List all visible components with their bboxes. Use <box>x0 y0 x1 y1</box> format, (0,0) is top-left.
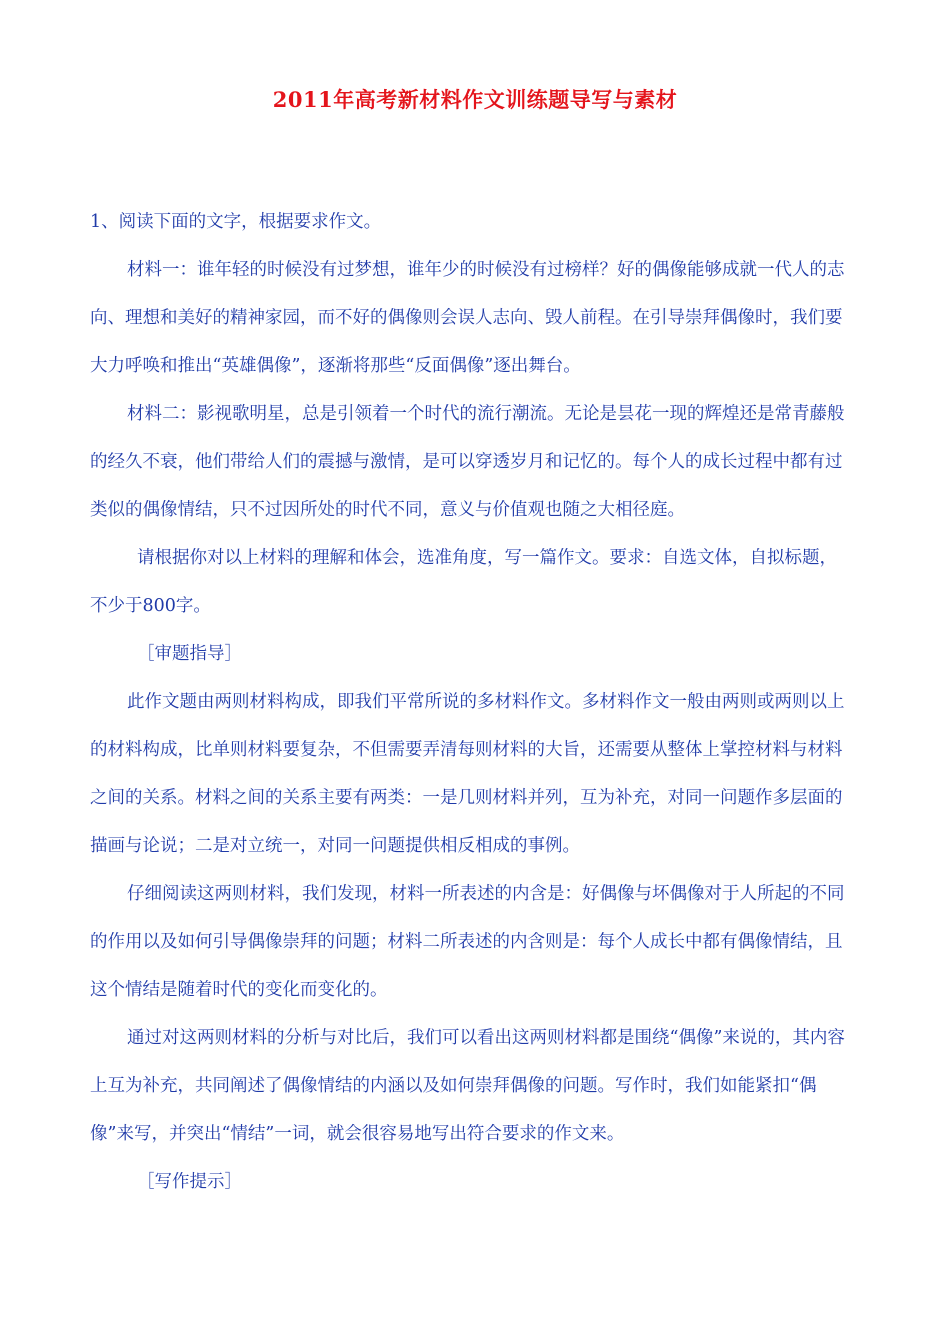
material-one-paragraph: 材料一：谁年轻的时候没有过梦想，谁年少的时候没有过榜样？好的偶像能够成就一代人的志向、理想和美好的精神家园，而不好的偶像则会误人志向、毁人前程。在引导崇拜偶像时，我们要大力呼唤和推出“英雄偶像”，逐渐将那些“反面偶像”逐出舞台。 <box>90 260 845 376</box>
writing-requirement-paragraph: 请根据你对以上材料的理解和体会，选准角度，写一篇作文。要求：自选文体，自拟标题，不少于800字。 <box>90 548 837 616</box>
writing-tips-heading: ［写作提示］ <box>137 1172 242 1192</box>
question-prompt: 1、阅读下面的文字，根据要求作文。 <box>90 212 382 232</box>
document-body <box>90 198 850 1206</box>
review-guide-paragraph-2: 仔细阅读这两则材料，我们发现，材料一所表述的内含是：好偶像与坏偶像对于人所起的不同的作用以及如何引导偶像崇拜的问题；材料二所表述的内含则是：每个人成长中都有偶像情结，且这个情结是随着时代的变化而变化的。 <box>90 884 845 1000</box>
document-title: 2011年高考新材料作文训练题导写与素材 <box>272 87 678 112</box>
review-guide-heading: ［审题指导］ <box>137 644 242 664</box>
review-guide-paragraph-1: 此作文题由两则材料构成，即我们平常所说的多材料作文。多材料作文一般由两则或两则以上的材料构成，比单则材料要复杂，不但需要弄清每则材料的大旨，还需要从整体上掌控材料与材料之间的关系。材料之间的关系主要有两类：一是几则材料并列，互为补充，对同一问题作多层面的描画与论说；二是对立统一，对同一问题提供相反相成的事例。 <box>90 692 845 856</box>
review-guide-paragraph-3: 通过对这两则材料的分析与对比后，我们可以看出这两则材料都是围绕“偶像”来说的，其内容上互为补充，共同阐述了偶像情结的内涵以及如何崇拜偶像的问题。写作时，我们如能紧扣“偶像”来写，并突出“情结”一词，就会很容易地写出符合要求的作文来。 <box>90 1028 845 1144</box>
material-two-paragraph: 材料二：影视歌明星，总是引领着一个时代的流行潮流。无论是昙花一现的辉煌还是常青藤般的经久不衰，他们带给人们的震撼与激情，是可以穿透岁月和记忆的。每个人的成长过程中都有过类似的偶像情结，只不过因所处的时代不同，意义与价值观也随之大相径庭。 <box>90 404 845 520</box>
